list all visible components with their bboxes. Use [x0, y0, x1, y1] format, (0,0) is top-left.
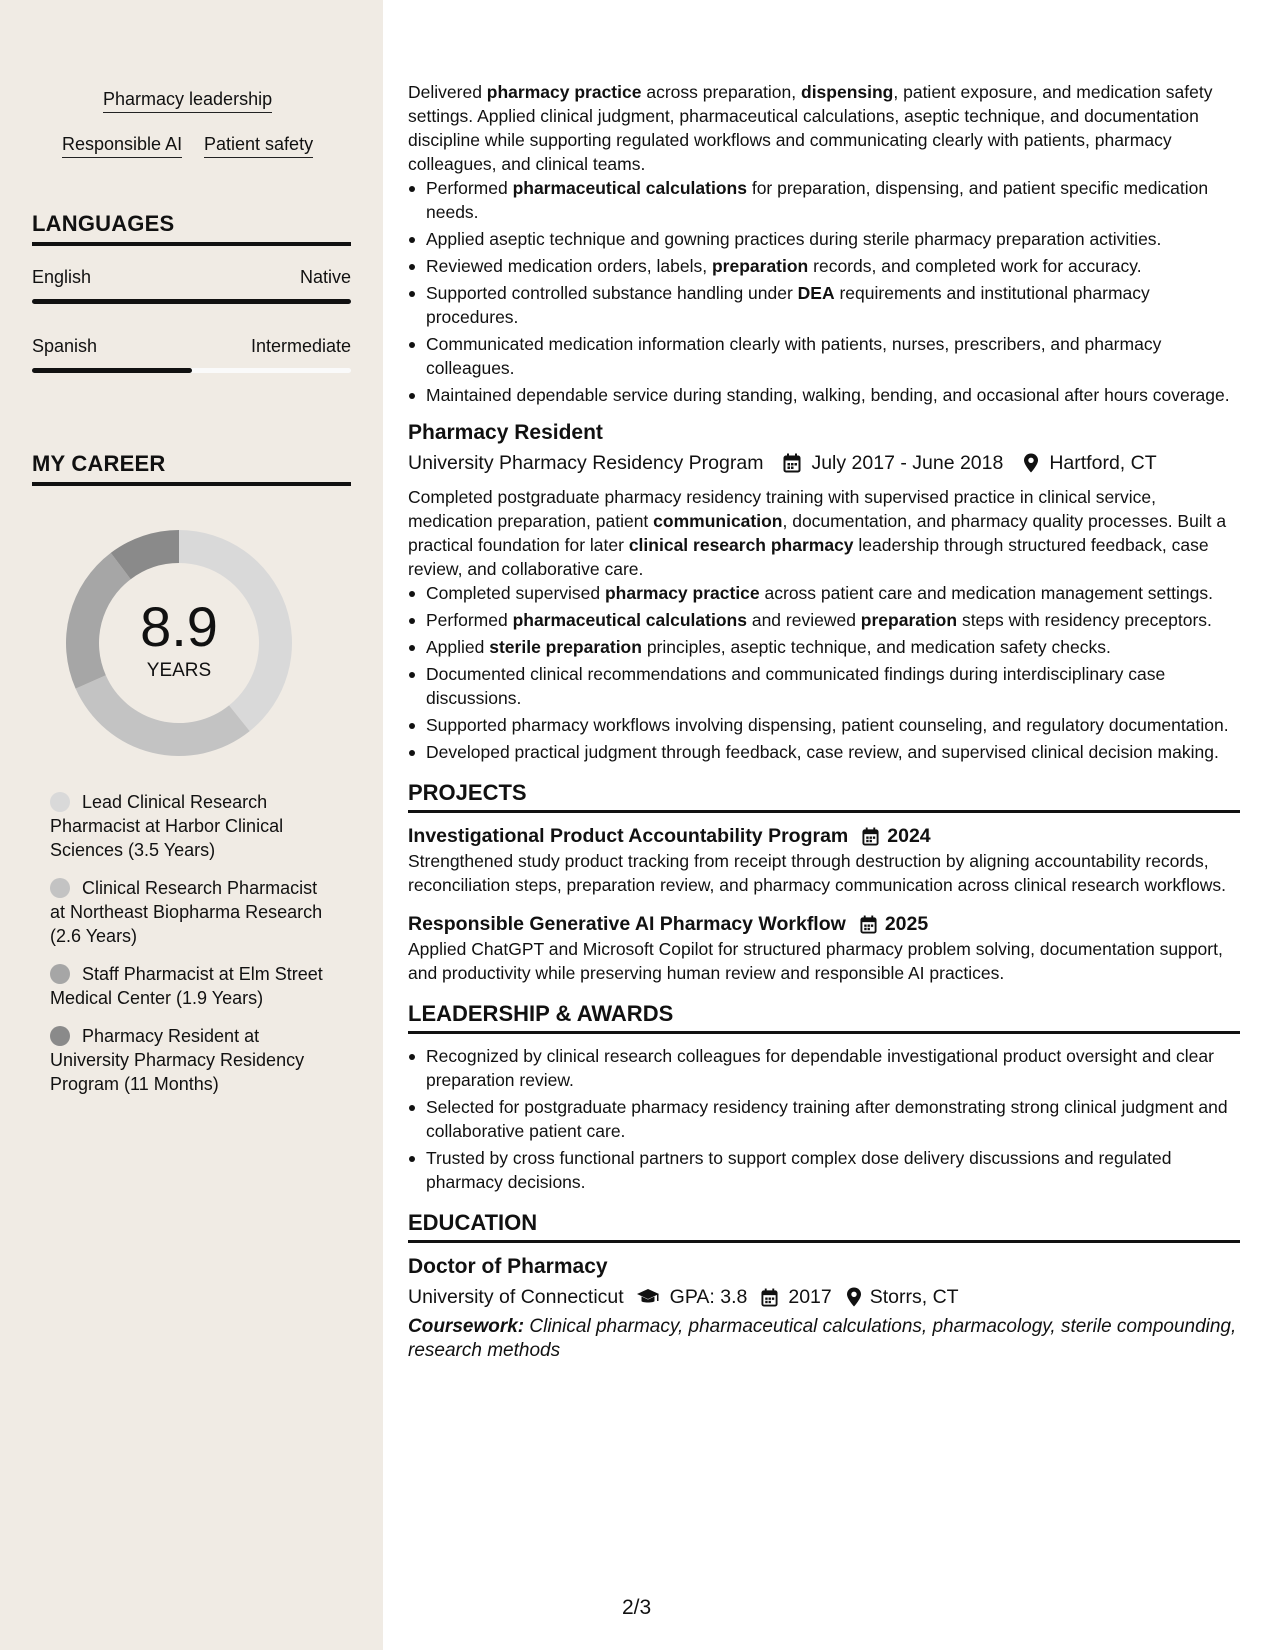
leadership-bullet: Trusted by cross functional partners to support complex dose delivery discussions and regulated pharmacy decisions.	[426, 1146, 1240, 1194]
project-title	[408, 823, 1240, 849]
legend-dot	[50, 1026, 70, 1046]
leadership-bullet: Selected for postgraduate pharmacy residency training after demonstrating strong clinical judgment and collaborative patient care.	[426, 1095, 1240, 1143]
main-content	[408, 0, 1240, 1650]
job-bullet: Developed practical judgment through feedback, case review, and supervised clinical decision making.	[426, 740, 1240, 764]
career-legend-item	[50, 876, 335, 948]
calendar-icon	[783, 453, 801, 473]
job-bullet: Applied sterile preparation principles, aseptic technique, and medication safety checks.	[426, 635, 1240, 659]
education-heading: EDUCATION	[408, 1210, 1240, 1243]
language-bar	[32, 368, 351, 373]
legend-dot	[50, 878, 70, 898]
experience-bullets	[408, 176, 1240, 407]
career-legend-item	[50, 1024, 335, 1096]
skill-tag: Pharmacy leadership	[103, 88, 272, 113]
job-summary: Completed postgraduate pharmacy residency training with supervised practice in clinical service, medication preparation, patient communication, documentation, and pharmacy quality processes. Built a practical foundation for later clinical research pharmacy leadership through structured feedback, case review, and collaborative care.	[408, 487, 1227, 579]
location-pin-icon	[1023, 453, 1039, 473]
experience-bullet: Reviewed medication orders, labels, preparation records, and completed work for accuracy.	[426, 254, 1240, 278]
language-bar-fill	[32, 299, 351, 304]
career-legend-label: Pharmacy Resident at University Pharmacy Residency Program (11 Months)	[50, 1026, 305, 1094]
education-year: 2017	[788, 1286, 832, 1308]
language-row	[32, 267, 351, 288]
language-level: Intermediate	[250, 336, 351, 356]
language-level: Native	[299, 267, 351, 287]
language-bar-fill	[32, 368, 192, 373]
job-org: University Pharmacy Residency Program	[408, 452, 764, 474]
career-legend-item	[50, 962, 335, 1010]
career-total-unit: YEARS	[146, 660, 212, 681]
location-pin-icon	[846, 1287, 862, 1307]
experience-bullet: Maintained dependable service during standing, walking, bending, and occasional after hours coverage.	[426, 383, 1240, 407]
career-total-value: 8.9	[140, 595, 218, 658]
experience-bullet: Communicated medication information clearly with patients, nurses, prescribers, and pharmacy colleagues.	[426, 332, 1240, 380]
language-name: Spanish	[32, 336, 98, 356]
languages-heading: LANGUAGES	[32, 211, 351, 246]
legend-dot	[50, 964, 70, 984]
job-meta	[408, 449, 1240, 477]
experience-summary: Delivered pharmacy practice across preparation, dispensing, patient exposure, and medication safety settings. Applied clinical judgment, pharmaceutical calculations, aseptic technique, and documentation discipline while supporting regulated workflows and communicating clearly with patients, pharmacy colleagues, and clinical teams.	[408, 82, 1213, 174]
job-dates: July 2017 - June 2018	[811, 452, 1004, 474]
job-bullet: Completed supervised pharmacy practice across patient care and medication management settings.	[426, 581, 1240, 605]
calendar-icon	[860, 915, 877, 934]
school-name: University of Connecticut	[408, 1286, 624, 1308]
job-location: Hartford, CT	[1049, 452, 1157, 474]
career-heading: MY CAREER	[32, 451, 351, 486]
career-legend-label: Clinical Research Pharmacist at Northeast Biopharma Research (2.6 Years)	[50, 878, 323, 946]
language-name: English	[32, 267, 92, 287]
leadership-heading: LEADERSHIP & AWARDS	[408, 1001, 1240, 1034]
job-bullet: Documented clinical recommendations and communicated findings during interdisciplinary case discussions.	[426, 662, 1240, 710]
project-name: Responsible Generative AI Pharmacy Workflow	[408, 913, 846, 935]
education-location: Storrs, CT	[869, 1286, 959, 1308]
legend-dot	[50, 792, 70, 812]
job-bullets	[408, 581, 1240, 764]
project-year: 2024	[887, 825, 931, 847]
project-description: Strengthened study product tracking from receipt through destruction by aligning accountability records, reconciliation steps, preparation review, and pharmacy communication across clinical research workflows.	[408, 851, 1226, 895]
coursework-text: Clinical pharmacy, pharmaceutical calculations, pharmacology, sterile compounding, research methods	[408, 1316, 1237, 1361]
graduation-cap-icon	[636, 1288, 660, 1306]
career-legend	[50, 790, 335, 1110]
career-legend-item	[50, 790, 335, 862]
education-meta	[408, 1283, 1240, 1311]
education-gpa: GPA: 3.8	[669, 1286, 748, 1308]
job-title: Pharmacy Resident	[408, 421, 603, 444]
degree-title: Doctor of Pharmacy	[408, 1255, 608, 1278]
calendar-icon	[761, 1288, 778, 1307]
language-row	[32, 336, 351, 357]
project-name: Investigational Product Accountability Program	[408, 825, 849, 847]
project-year: 2025	[884, 913, 929, 935]
job-bullet: Supported pharmacy workflows involving dispensing, patient counseling, and regulatory documentation.	[426, 713, 1240, 737]
project-title	[408, 911, 1240, 937]
leadership-bullets	[408, 1044, 1240, 1194]
skill-tag: Patient safety	[204, 133, 313, 158]
language-bar	[32, 299, 351, 304]
coursework	[408, 1315, 1240, 1363]
job-bullet: Performed pharmaceutical calculations and reviewed preparation steps with residency preceptors.	[426, 608, 1240, 632]
experience-bullet: Performed pharmaceutical calculations for preparation, dispensing, and patient specific medication needs.	[426, 176, 1240, 224]
sidebar	[0, 0, 383, 1650]
career-legend-label: Lead Clinical Research Pharmacist at Harbor Clinical Sciences (3.5 Years)	[50, 792, 284, 860]
project-description: Applied ChatGPT and Microsoft Copilot for structured pharmacy problem solving, documentation support, and productivity while preserving human review and responsible AI practices.	[408, 939, 1223, 983]
career-total	[66, 530, 292, 756]
skill-tag: Responsible AI	[62, 133, 182, 158]
experience-bullet: Supported controlled substance handling under DEA requirements and institutional pharmacy procedures.	[426, 281, 1240, 329]
career-legend-label: Staff Pharmacist at Elm Street Medical Center (1.9 Years)	[50, 964, 323, 1008]
leadership-bullet: Recognized by clinical research colleagues for dependable investigational product oversight and clear preparation review.	[426, 1044, 1240, 1092]
page-number: 2/3	[622, 1596, 652, 1619]
coursework-label: Coursework:	[408, 1316, 525, 1337]
experience-bullet: Applied aseptic technique and gowning practices during sterile pharmacy preparation activities.	[426, 227, 1240, 251]
projects-heading: PROJECTS	[408, 780, 1240, 813]
calendar-icon	[862, 827, 879, 846]
